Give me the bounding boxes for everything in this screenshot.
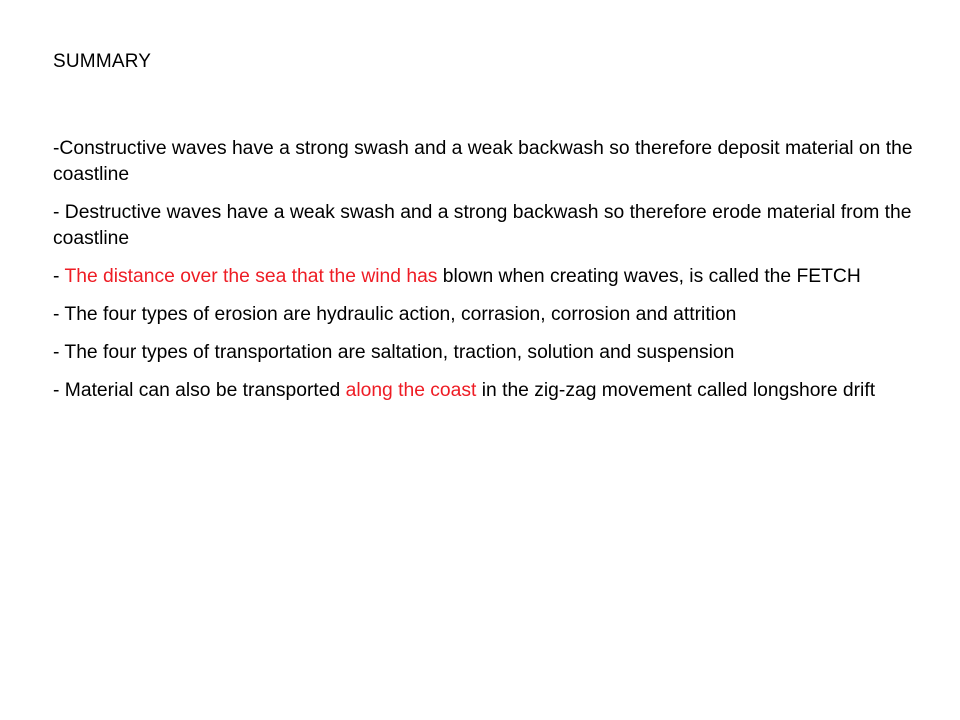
highlighted-text: The distance over the sea that the wind has	[64, 266, 438, 287]
point-suffix: in the zig-zag movement called longshore drift	[476, 380, 876, 401]
summary-point-fetch	[53, 264, 933, 290]
summary-point-destructive-waves: - Destructive waves have a weak swash and a strong backwash so therefore erode material from the coastline	[53, 202, 912, 249]
summary-point-longshore-drift	[53, 378, 933, 404]
highlighted-text: along the coast	[345, 380, 477, 401]
point-suffix: blown when creating waves, is called the FETCH	[437, 266, 861, 287]
slide-title: SUMMARY	[53, 51, 152, 72]
point-prefix: -	[53, 266, 65, 287]
summary-point-constructive-waves: -Constructive waves have a strong swash and a weak backwash so therefore deposit material on the coastline	[53, 138, 913, 185]
point-prefix: - Material can also be transported	[53, 380, 346, 401]
summary-point-transportation: - The four types of transportation are saltation, traction, solution and suspension	[53, 342, 735, 363]
summary-point-erosion: - The four types of erosion are hydraulic action, corrasion, corrosion and attrition	[53, 304, 737, 325]
summary-points	[53, 136, 933, 416]
